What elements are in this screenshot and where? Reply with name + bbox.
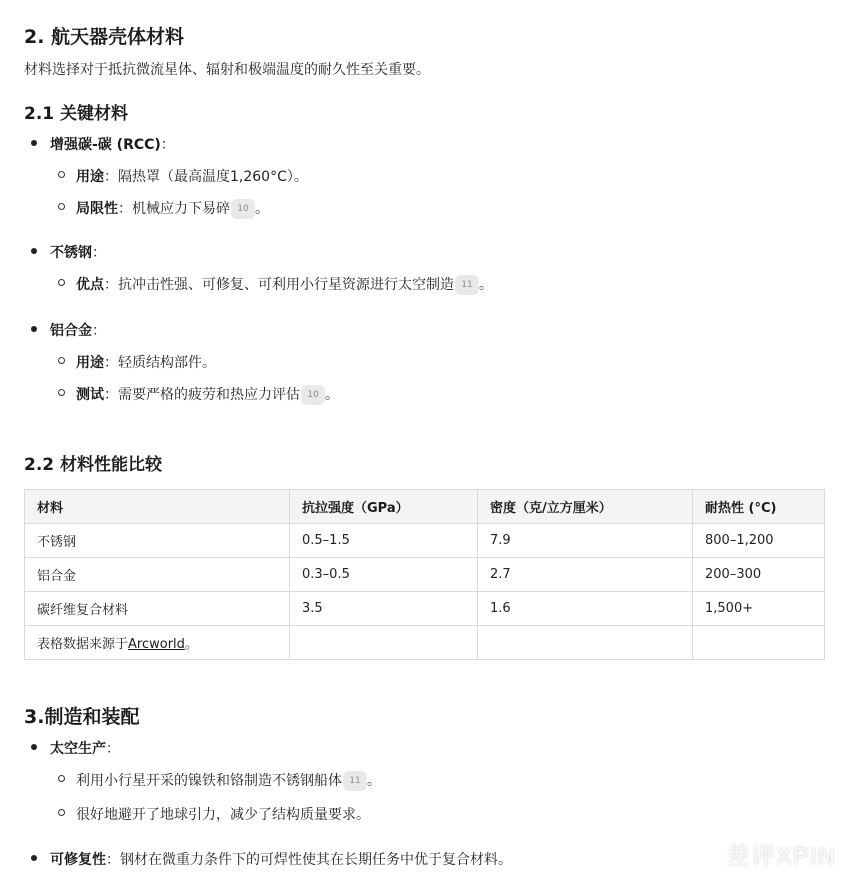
steel-adv-label: 优点 xyxy=(76,277,104,293)
source-link[interactable]: Arcworld xyxy=(128,637,185,652)
space-colon: ： xyxy=(106,741,120,757)
al-colon: ： xyxy=(92,323,106,339)
al-use-label: 用途 xyxy=(76,355,104,371)
steel-adv-text: ：抗冲击性强、可修复、可利用小行星资源进行太空制造 xyxy=(104,277,454,293)
cell-material: 不锈钢 xyxy=(25,524,290,558)
rcc-label: 增强碳-碳 (RCC) xyxy=(50,137,161,153)
list-item-steel xyxy=(50,242,106,262)
rcc-limit-label: 局限性 xyxy=(76,201,118,217)
table-row xyxy=(25,524,825,558)
cell-density: 1.6 xyxy=(478,592,693,626)
table-row xyxy=(25,558,825,592)
source-suffix: 。 xyxy=(184,637,198,652)
list-item-steel-adv xyxy=(76,274,493,295)
list-item-rcc-use xyxy=(76,166,308,186)
list-item-al-use xyxy=(76,352,216,372)
cell-heat: 200–300 xyxy=(693,558,825,592)
space-item1-text: 利用小行星开采的镍铁和铬制造不锈钢船体 xyxy=(76,773,342,789)
steel-colon: ： xyxy=(92,245,106,261)
list-item-space-production xyxy=(50,738,120,758)
citation-badge[interactable]: 10 xyxy=(231,199,255,219)
table-source-row xyxy=(25,626,825,660)
list-item-aluminum xyxy=(50,320,106,340)
al-test-end: 。 xyxy=(325,387,339,403)
empty-cell xyxy=(478,626,693,660)
rcc-use-text: ：隔热罩（最高温度1,260°C）。 xyxy=(104,169,308,185)
rcc-limit-end: 。 xyxy=(255,201,269,217)
list-item-space-1 xyxy=(76,770,381,791)
cell-density: 7.9 xyxy=(478,524,693,558)
repair-label: 可修复性 xyxy=(50,852,106,868)
header-material: 材料 xyxy=(25,490,290,524)
space-item2-text: 很好地避开了地球引力，减少了结构质量要求。 xyxy=(76,807,370,823)
cell-density: 2.7 xyxy=(478,558,693,592)
citation-badge[interactable]: 10 xyxy=(301,385,325,405)
cell-tensile: 0.3–0.5 xyxy=(290,558,478,592)
header-tensile-strength: 抗拉强度（GPa） xyxy=(290,490,478,524)
header-heat-resistance: 耐热性 (°C) xyxy=(693,490,825,524)
empty-cell xyxy=(290,626,478,660)
header-density: 密度（克/立方厘米） xyxy=(478,490,693,524)
cell-tensile: 3.5 xyxy=(290,592,478,626)
list-item-space-2 xyxy=(76,804,370,824)
section-3-title: 3.制造和装配 xyxy=(24,706,140,728)
steel-adv-end: 。 xyxy=(479,277,493,293)
list-item-al-test xyxy=(76,384,339,405)
cell-heat: 1,500+ xyxy=(693,592,825,626)
table-source-note xyxy=(25,626,290,660)
cell-tensile: 0.5–1.5 xyxy=(290,524,478,558)
al-test-label: 测试 xyxy=(76,387,104,403)
material-comparison-table xyxy=(24,489,825,660)
subsection-2-2-title: 2.2 材料性能比较 xyxy=(24,455,163,475)
source-prefix: 表格数据来源于 xyxy=(37,637,129,652)
steel-label: 不锈钢 xyxy=(50,245,92,261)
rcc-colon: ： xyxy=(160,137,175,153)
cell-heat: 800–1,200 xyxy=(693,524,825,558)
empty-cell xyxy=(693,626,825,660)
rcc-limit-text: ：机械应力下易碎 xyxy=(118,201,230,217)
repair-text: ：钢材在微重力条件下的可焊性使其在长期任务中优于复合材料。 xyxy=(106,852,512,868)
citation-badge[interactable]: 11 xyxy=(343,771,367,791)
al-test-text: ：需要严格的疲劳和热应力评估 xyxy=(104,387,300,403)
table-header-row xyxy=(25,490,825,524)
citation-badge[interactable]: 11 xyxy=(455,275,479,295)
list-item-rcc-limit xyxy=(76,198,269,219)
section-2-title: 2. 航天器壳体材料 xyxy=(24,26,185,48)
watermark: 差评XPIN xyxy=(725,843,836,870)
subsection-2-1-title: 2.1 关键材料 xyxy=(24,104,129,124)
al-use-text: ：轻质结构部件。 xyxy=(104,355,216,371)
al-label: 铝合金 xyxy=(50,323,92,339)
space-label: 太空生产 xyxy=(50,741,106,757)
rcc-use-label: 用途 xyxy=(76,169,104,185)
table-row xyxy=(25,592,825,626)
space-item1-end: 。 xyxy=(367,773,381,789)
list-item-repairability xyxy=(50,849,512,869)
cell-material: 碳纤维复合材料 xyxy=(25,592,290,626)
list-item-rcc xyxy=(50,134,175,154)
cell-material: 铝合金 xyxy=(25,558,290,592)
section-2-intro: 材料选择对于抵抗微流星体、辐射和极端温度的耐久性至关重要。 xyxy=(24,62,430,78)
